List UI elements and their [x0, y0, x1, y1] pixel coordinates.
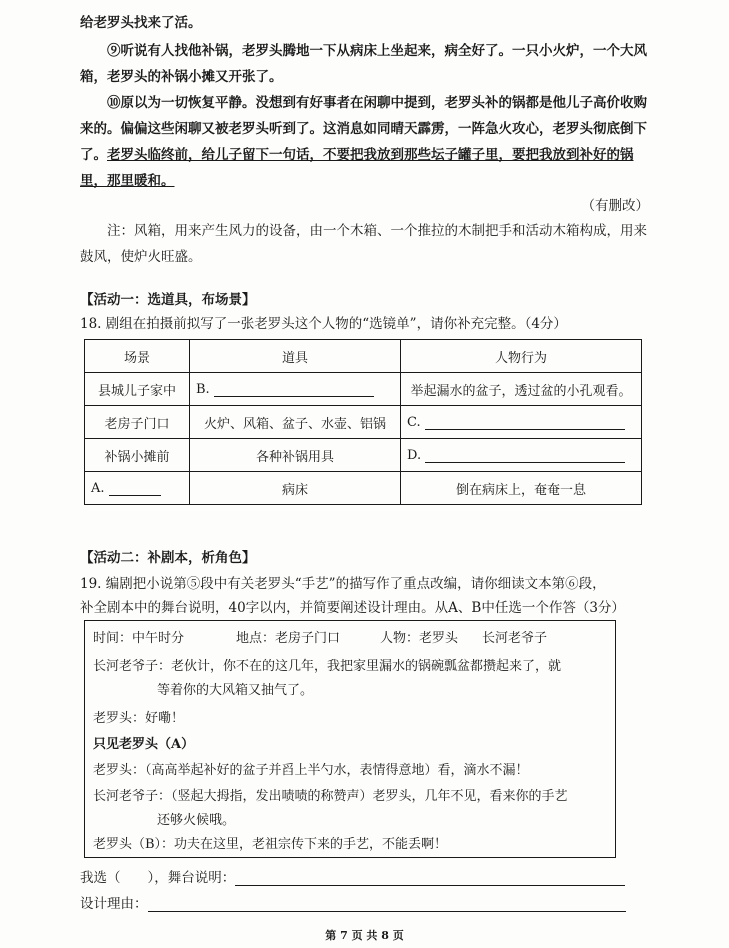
table-cell: 倒在病床上，奄奄一息 — [401, 472, 642, 505]
table-cell-blank[interactable] — [85, 472, 190, 505]
story-para9: ⑨听说有人找他补锅，老罗头腾地一下从病床上坐起来，病全好了。一只小火炉，一个大风箱，老罗头的补锅小摊又开张了。 — [80, 43, 647, 85]
script-people: 人物：老罗头 — [380, 631, 459, 646]
activity1-title: 【活动一：选道具，布场景】 — [80, 292, 256, 308]
source-note: （有删改） — [581, 198, 649, 214]
table-header: 人物行为 — [401, 340, 642, 373]
script-line: 还够火候哦。 — [157, 813, 236, 828]
script-box — [84, 620, 616, 858]
activity2-title: 【活动二：补剧本，析角色】 — [80, 550, 256, 566]
table-cell: 补锅小摊前 — [85, 439, 190, 472]
table-cell: 老房子门口 — [85, 406, 190, 439]
table-header-row — [85, 340, 642, 373]
answer-blank[interactable] — [425, 448, 625, 463]
script-people2: 长河老爷子 — [482, 631, 548, 646]
answer-choice-label: 我选（ ），舞台说明： — [80, 870, 236, 886]
answer-reason-label: 设计理由： — [80, 896, 148, 912]
answer-reason-line — [80, 892, 626, 912]
table-row — [85, 472, 642, 505]
script-line-b: 老罗头（B）：功夫在这里，老祖宗传下来的手艺，不能丢啊！ — [93, 837, 448, 852]
table-header: 道具 — [190, 340, 401, 373]
question-19-line2: 补全剧本中的舞台说明，40字以内，并简要阐述设计理由。从A、B中任选一个作答（3分） — [80, 600, 625, 616]
table-row — [85, 439, 642, 472]
table-cell: 举起漏水的盆子，透过盆的小孔观看。 — [401, 373, 642, 406]
table-row — [85, 406, 642, 439]
question-18: 18. 剧组在拍摄前拟写了一张老罗头这个人物的“选镜单”，请你补充完整。（4分） — [80, 316, 567, 332]
script-place: 地点：老房子门口 — [236, 631, 341, 646]
reason-blank[interactable] — [148, 897, 626, 912]
script-header — [93, 627, 547, 646]
script-line-a: 只见老罗头（A） — [93, 737, 195, 752]
script-line: 老罗头：好嘞！ — [93, 711, 185, 726]
story-line0: 给老罗头找来了活。 — [80, 15, 202, 31]
script-line: 老罗头：（高高举起补好的盆子并舀上半勺水，表情得意地）看，滴水不漏！ — [93, 763, 529, 778]
blank-label: D. — [407, 447, 422, 463]
table-row — [85, 373, 642, 406]
question-19-line1: 19. 编剧把小说第⑤段中有关老罗头“手艺”的描写作了重点改编，请你细读文本第⑥段， — [80, 576, 606, 592]
script-line: 长河老爷子：老伙计，你不在的这几年，我把家里漏水的锅碗瓢盆都攒起来了，就 — [93, 659, 562, 674]
page-number: 第 7 页 共 8 页 — [325, 929, 404, 942]
table-cell-blank[interactable] — [401, 439, 642, 472]
table-cell: 各种补锅用具 — [190, 439, 401, 472]
blank-label: B. — [196, 381, 210, 397]
table-cell-blank[interactable] — [190, 373, 401, 406]
story-para10-underlined: 老罗头临终前，给儿子留下一句话，不要把我放到那些坛子罐子里，要把我放到补好的锅里，那里暖和。 — [80, 147, 634, 189]
selection-table — [84, 339, 642, 505]
blank-label: C. — [407, 414, 421, 430]
script-line: 等着你的大风箱又抽气了。 — [157, 683, 314, 698]
script-line: 长河老爷子：（竖起大拇指，发出啧啧的称赞声）老罗头，几年不见，看来你的手艺 — [93, 789, 568, 804]
table-cell: 县城儿子家中 — [85, 373, 190, 406]
story-para10 — [80, 90, 655, 194]
answer-blank[interactable] — [214, 382, 374, 397]
blank-label: A. — [91, 480, 105, 496]
table-cell: 病床 — [190, 472, 401, 505]
answer-blank[interactable] — [109, 481, 161, 496]
table-cell-blank[interactable] — [401, 406, 642, 439]
answer-blank[interactable] — [425, 415, 625, 430]
table-cell: 火炉、风箱、盆子、水壶、铝锅 — [190, 406, 401, 439]
script-time: 时间：中午时分 — [93, 631, 185, 646]
story-para10-text: ⑩原以为一切恢复平静。没想到有好事者在闲聊中提到，老罗头补的锅都是他儿子高价收购来的。偏偏这些闲聊又被老罗头听到了。这消息如同晴天霹雳，一阵急火攻心，老罗头彻底倒下了。 — [80, 95, 647, 163]
stage-direction-blank[interactable] — [235, 871, 625, 886]
footnote: 注：风箱，用来产生风力的设备，由一个木箱、一个推拉的木制把手和活动木箱构成，用来鼓风，使炉火旺盛。 — [80, 223, 647, 265]
answer-choice-line — [80, 866, 625, 886]
table-header: 场景 — [85, 340, 190, 373]
